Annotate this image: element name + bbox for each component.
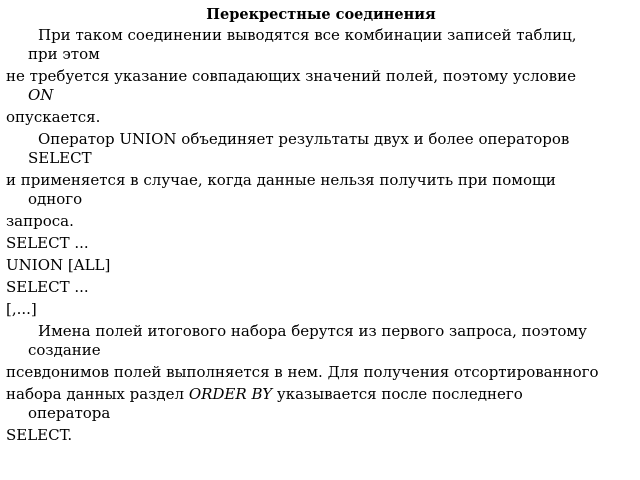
paragraph-line: Имена полей итогового набора берутся из первого запроса, поэтому [38, 322, 587, 340]
paragraph-line: не требуется указание совпадающих значений полей, поэтому условие [6, 67, 576, 85]
code-line: [,...] [6, 300, 37, 318]
paragraph-line: опускается. [6, 108, 101, 126]
paragraph-line: и применяется в случае, когда данные нельзя получить при помощи [6, 171, 556, 189]
paragraph-field-names [6, 322, 636, 445]
code-line: SELECT ... [6, 278, 89, 296]
code-block [6, 234, 636, 319]
document-title: Перекрестные соединения [206, 6, 436, 23]
paragraph-line-wrap: при этом [28, 45, 100, 63]
paragraph-line: набора данных раздел ORDER BY указывается после последнего [6, 385, 523, 403]
paragraph-cross-join [6, 26, 636, 127]
paragraph-line: При таком соединении выводятся все комбинации записей таблиц, [38, 26, 577, 44]
paragraph-line: Оператор UNION объединяет результаты двух и более операторов [38, 130, 570, 148]
keyword-on: ON [28, 86, 54, 104]
paragraph-line-wrap [6, 86, 636, 105]
paragraph-union [6, 130, 636, 231]
paragraph-line-wrap: SELECT [28, 149, 92, 167]
paragraph-line: псевдонимов полей выполняется в нем. Для получения отсортированного [6, 363, 599, 381]
paragraph-line-wrap: создание [28, 341, 101, 359]
paragraph-line: запроса. [6, 212, 74, 230]
paragraph-line-wrap: оператора [28, 404, 111, 422]
keyword-order-by: ORDER BY [188, 385, 273, 403]
code-line: UNION [ALL] [6, 256, 111, 274]
paragraph-line-wrap: одного [28, 190, 83, 208]
code-line: SELECT ... [6, 234, 89, 252]
document-page [6, 0, 636, 448]
paragraph-line: SELECT. [6, 426, 73, 444]
